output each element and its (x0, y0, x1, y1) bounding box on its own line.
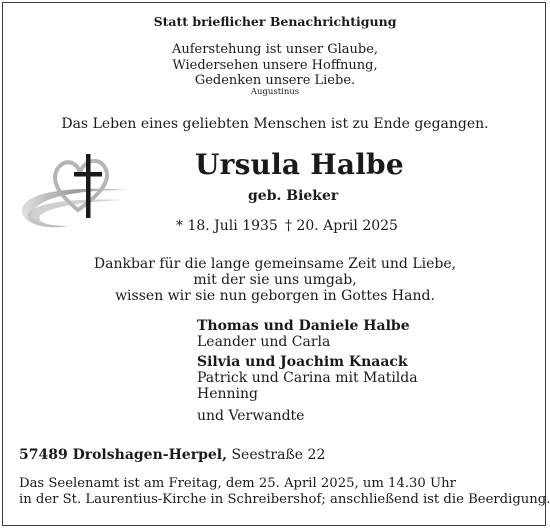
address-street: Seestraße 22 (231, 447, 326, 463)
mourner-family1-head: Thomas und Daniele Halbe (197, 318, 410, 334)
intro-text: Das Leben eines geliebten Menschen ist zu Ende gegangen. (61, 116, 489, 132)
quote-line-3: Gedenken unsere Liebe. (194, 73, 356, 88)
address-place: 57489 Drolshagen-Herpel, (19, 447, 227, 463)
deceased-name: Ursula Halbe (195, 148, 404, 181)
mourner-family2-line1: Patrick und Carina mit Matilda (197, 370, 418, 386)
header-notice: Statt brieflicher Benachrichtigung (153, 14, 397, 29)
mourner-family1-children: Leander und Carla (197, 334, 331, 350)
quote-line-1: Auferstehung ist unser Glaube, (171, 42, 379, 57)
mourner-relatives: und Verwandte (197, 408, 305, 424)
thanks-line-2: mit der sie uns umgab, (193, 272, 357, 288)
mourner-family2-line2: Henning (197, 386, 258, 402)
notice-line-2: in der St. Laurentius-Kirche in Schreibershof; anschließend ist die Beerdigung. (19, 492, 550, 507)
quote-line-2: Wiedersehen unsere Hoffnung, (172, 58, 378, 73)
quote-author: Augustinus (250, 87, 300, 97)
died-date-text: 20. April 2025 (296, 218, 398, 234)
thanks-line-3: wissen wir sie nun geborgen in Gottes Hand. (115, 288, 435, 304)
born-date-text: 18. Juli 1935 (187, 218, 278, 234)
heart-cross-swoosh-icon (18, 150, 138, 238)
notice-line-1: Das Seelenamt ist am Freitag, dem 25. April 2025, um 14.30 Uhr (19, 476, 456, 491)
born-date (176, 218, 278, 234)
thanks-line-1: Dankbar für die lange gemeinsame Zeit und Liebe, (93, 256, 457, 272)
birth-name: geb. Bieker (248, 188, 339, 204)
born-symbol: * (176, 218, 183, 234)
address (19, 447, 325, 463)
died-symbol: † (285, 218, 292, 234)
died-date (285, 218, 398, 234)
mourner-family2-head: Silvia und Joachim Knaack (197, 354, 408, 370)
